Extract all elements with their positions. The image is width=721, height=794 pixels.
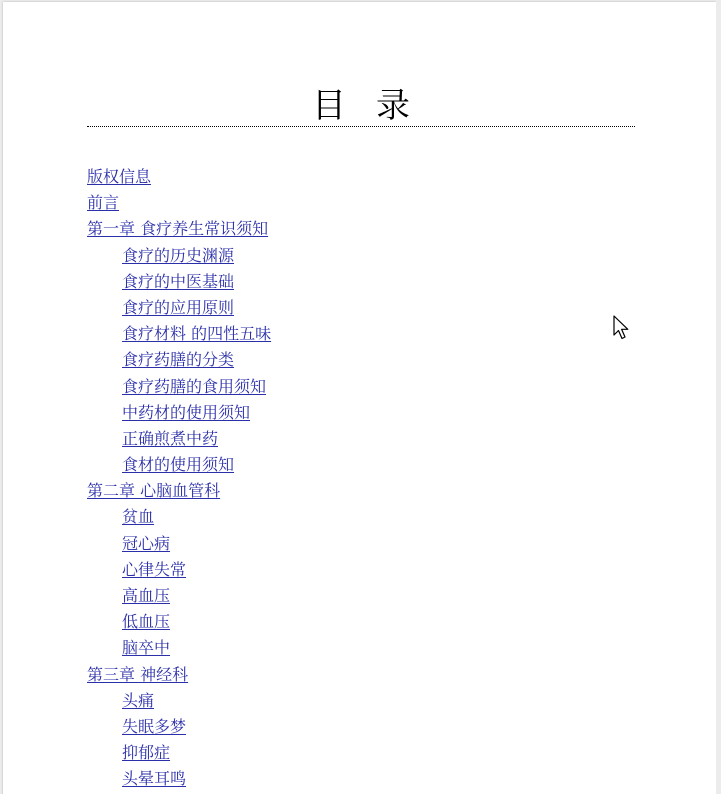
toc-section-link[interactable]: 食疗药膳的食用须知 bbox=[122, 376, 267, 396]
toc-entry bbox=[87, 190, 271, 216]
toc-entry bbox=[87, 295, 271, 321]
toc-section-link[interactable]: 食疗的中医基础 bbox=[122, 271, 235, 291]
toc-title: 目录 bbox=[312, 86, 440, 126]
toc-section-link[interactable]: 心律失常 bbox=[122, 559, 187, 579]
toc-section-link[interactable]: 食疗的历史渊源 bbox=[122, 245, 235, 265]
toc-section-link[interactable]: 贫血 bbox=[122, 507, 155, 527]
toc-section-link[interactable]: 正确煎煮中药 bbox=[122, 428, 219, 448]
toc-section-link[interactable]: 低血压 bbox=[122, 612, 171, 632]
toc-entry bbox=[87, 216, 271, 242]
toc-section-link[interactable]: 中药材的使用须知 bbox=[122, 402, 251, 422]
document-page bbox=[3, 2, 716, 794]
toc-entry bbox=[87, 400, 271, 426]
toc-section-link[interactable]: 高血压 bbox=[122, 586, 171, 605]
toc-entry bbox=[87, 688, 271, 714]
toc-section-link[interactable]: 食疗的应用原则 bbox=[122, 297, 235, 317]
toc-entry bbox=[87, 374, 271, 400]
toc-entry bbox=[87, 452, 271, 478]
arrow-cursor-icon bbox=[613, 315, 631, 341]
toc-entry bbox=[87, 714, 271, 740]
toc-chapter-link[interactable]: 第二章 心脑血管科 bbox=[87, 481, 221, 501]
toc-chapter-link[interactable]: 版权信息 bbox=[87, 167, 152, 186]
toc-section-link[interactable]: 头晕耳鸣 bbox=[122, 769, 187, 789]
toc-entry bbox=[87, 583, 271, 609]
toc-chapter-link[interactable]: 前言 bbox=[87, 193, 120, 213]
toc-entry bbox=[87, 504, 271, 530]
toc-chapter-link[interactable]: 第一章 食疗养生常识须知 bbox=[87, 219, 269, 239]
toc-entry bbox=[87, 740, 271, 766]
toc-entry bbox=[87, 635, 271, 661]
toc-chapter-link[interactable]: 第三章 神经科 bbox=[87, 664, 189, 684]
toc-section-link[interactable]: 冠心病 bbox=[122, 533, 171, 553]
toc-entry bbox=[87, 243, 271, 269]
toc-entry bbox=[87, 321, 271, 347]
viewer-edge bbox=[716, 0, 721, 794]
toc-entry bbox=[87, 478, 271, 504]
toc-entry bbox=[87, 662, 271, 688]
toc-entry bbox=[87, 609, 271, 635]
toc-section-link[interactable]: 食疗药膳的分类 bbox=[122, 350, 235, 370]
toc-section-link[interactable]: 抑郁症 bbox=[122, 743, 171, 763]
toc-entry bbox=[87, 557, 271, 583]
toc-entry bbox=[87, 164, 271, 190]
toc-entry bbox=[87, 347, 271, 373]
toc-entry bbox=[87, 766, 271, 792]
toc-entry bbox=[87, 531, 271, 557]
toc-section-link[interactable]: 失眠多梦 bbox=[122, 716, 187, 736]
toc-section-link[interactable]: 食材的使用须知 bbox=[122, 455, 235, 475]
toc-section-link[interactable]: 食疗材料 的四性五味 bbox=[122, 324, 272, 344]
toc-entry bbox=[87, 426, 271, 452]
toc-section-link[interactable]: 头痛 bbox=[122, 690, 155, 710]
toc-entry bbox=[87, 269, 271, 295]
toc-section-link[interactable]: 脑卒中 bbox=[122, 638, 171, 658]
title-divider bbox=[87, 126, 635, 127]
toc-list bbox=[87, 164, 271, 793]
